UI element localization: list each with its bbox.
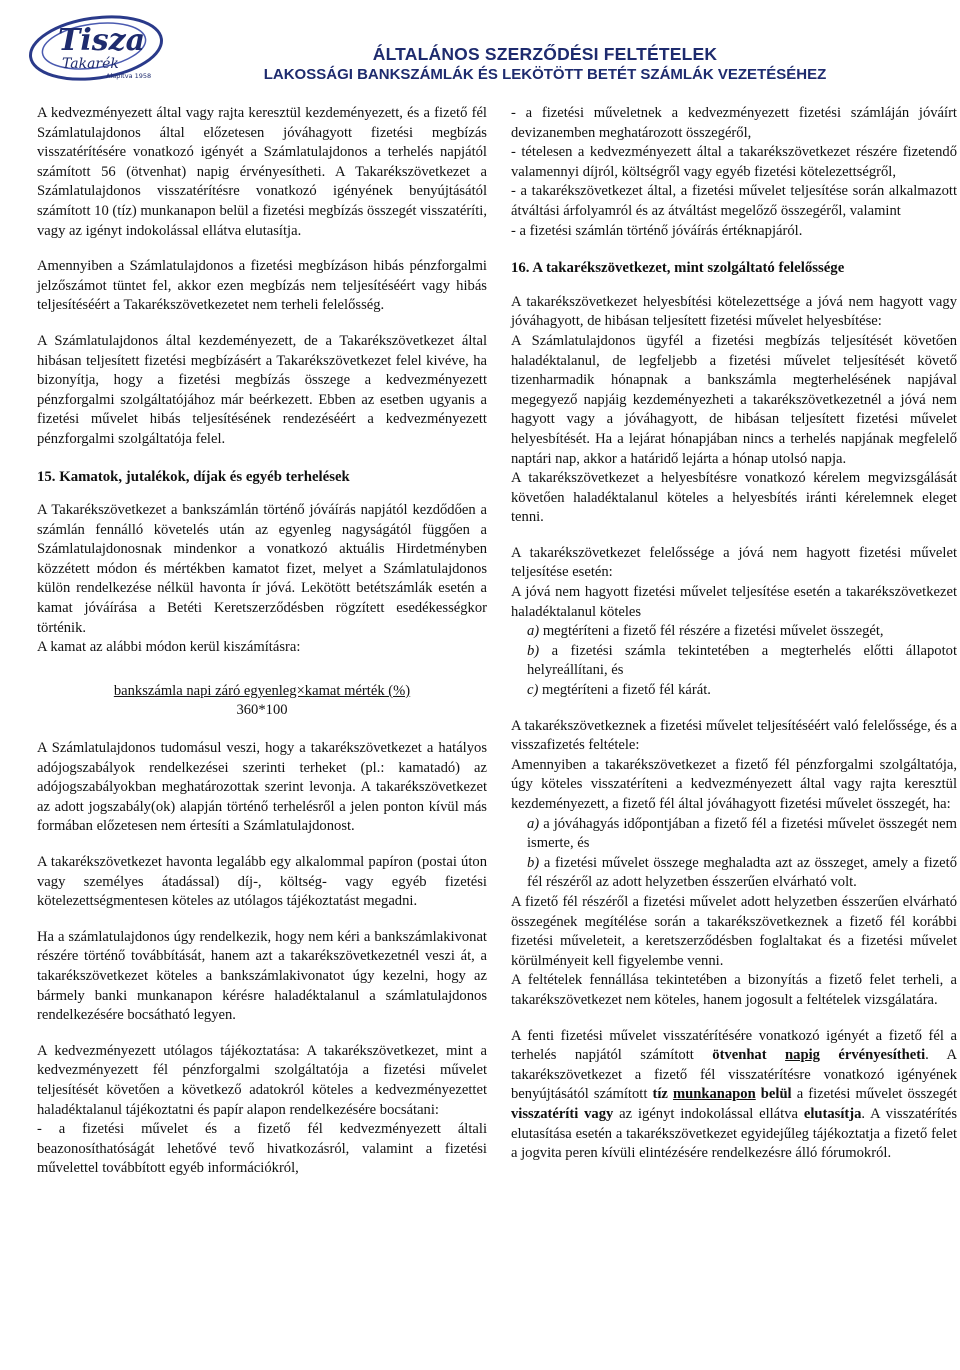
item-label: c)	[527, 682, 539, 699]
item-label: b)	[527, 642, 540, 659]
paragraph: A takarékszövetkezet havonta legalább egy alkalommal papíron (postai úton vagy személyes átadással) díj-, költség- vagy egyéb fizetési kötelezettségmentesen köteles az utólagos tájékoztatást megadni.	[37, 854, 487, 910]
list-item: - tételesen a kedvezményezett által a takarékszövetkezet részére fizetendő valamennyi díjról, költségről vagy egyéb fizetési kötelezettségről,	[511, 144, 957, 180]
paragraph: A Számlatulajdonos tudomásul veszi, hogy a takarékszövetkezet a hatályos adójogszabályok rendelkezései szerinti terheket (pl.: kamatadó) az adójogszabályokban meghatározottak szerint levonja. A takarékszövetkezet az adott jogszabály(ok) alapján történő terhelésről a jelen ponton kívül más formában előzetesen nem értesíti a Számlatulajdonost.	[37, 740, 487, 835]
logo-name: Tisza	[58, 23, 146, 58]
logo-year: Alapítva 1958	[106, 72, 152, 80]
right-column	[511, 104, 957, 1164]
paragraph: A Takarékszövetkezet a bankszámlán történő jóváírás napjától kezdődően a számlán fennálló követelés után az egyenleg nagyságától függően a Számlatulajdonosnak mindenkor a vonatkozó aktuális Hirdetményben közzétett módon és mértékben kamatot fizet, melyet a Számlatulajdonos külön rendelkezése nélkül havonta ír jóvá. Lekötött betétszámlák esetén a kamat jóváírása a Betéti Keretszerződésben rögzített esedékességkor történik.	[37, 502, 487, 636]
paragraph: A Számlatulajdonos ügyfél a fizetési megbízás teljesítését követően haladéktalanul, de legfeljebb a fizetési művelet teljesítését követő tizenharmadik hónapnak a bankszámla megterhelésének napjával megegyező napjáig kezdeményezheti a takarékszövetkezetnél a jóvá nem hagyott vagy a jóváhagyott, de hibásan teljesített fizetési művelet helyesbítését. Ha a lejárat hónapjában nincs a terhelés napjának megfelelő naptári nap, akkor a határidő lejárta a hónap utolsó napja.	[511, 332, 957, 467]
list-item: c) megtéríteni a fizető fél kárát.	[527, 682, 711, 699]
item-label: a)	[527, 623, 540, 640]
section-heading-16: 16. A takarékszövetkezet, mint szolgáltató felelőssége	[511, 260, 845, 277]
paragraph: - a fizetési művelet és a fizető fél kedvezményezett általi beazonosíthatóságát lehetővé tevő hivatkozásról, valamint a fizetési művelettel továbbított egyéb információkról,	[37, 1121, 487, 1177]
paragraph: A takarékszövetkezet helyesbítési kötelezettsége a jóvá nem hagyott vagy jóváhagyott, de hibásan teljesített fizetési művelet helyesbítése:	[511, 293, 957, 330]
paragraph: Ha a számlatulajdonos úgy rendelkezik, hogy nem kéri a bankszámlakivonat részére történő továbbítását, hanem azt a takarékszövetkezetnél veszi át, a takarékszövetkezet köteles a bankszámlakivonatot úgy kezelni, hogy az bármely banki munkanapon kérésre haladéktalanul a számlatulajdonos rendelkezésére bocsátható legyen.	[37, 928, 487, 1024]
list-item: - a takarékszövetkezet által, a fizetési művelet teljesítése során alkalmazott átváltási árfolyamról és az átváltást megelőző összegéről, valamint	[511, 183, 957, 219]
paragraph: A feltételek fennállása tekintetében a bizonyítás a fizető felet terheli, a takarékszövetkezet nem köteles, hanem jogosult a feltételek vizsgálatára.	[511, 972, 957, 1008]
logo-sub: Takarék	[62, 56, 119, 72]
paragraph: A kamat az alábbi módon kerül kiszámításra:	[37, 639, 301, 656]
list-item: a) megtéríteni a fizető fél részére a fizetési művelet összegét,	[527, 623, 884, 640]
paragraph: A Számlatulajdonos által kezdeményezett, de a Takarékszövetkezet által hibásan teljesített fizetési megbízásért a Takarékszövetkezet felel kivéve, ha bizonyítja, hogy a fizetési megbízás összege a kedvezményezett pénzforgalmi szolgáltatójához már beérkezett. Ebben az esetben ugyanis a fizetési művelet hibás teljesítésének rendezéséért a kedvezményezett pénzforgalmi szolgáltatója felel.	[37, 332, 487, 447]
paragraph: A takarékszövetkezet a helyesbítésre vonatkozó kérelem megvizsgálását követően haladéktalanul köteles a helyesbítés iránti kérelemnek eleget tenni.	[511, 470, 957, 526]
paragraph: A takarékszövetkeznek a fizetési művelet teljesítéséért való felelőssége, és a visszafizetés feltétele:	[511, 717, 957, 754]
paragraph: A takarékszövetkezet felelőssége a jóvá nem hagyott fizetési művelet teljesítése esetén:	[511, 544, 957, 581]
paragraph: A fenti fizetési művelet visszatérítésére vonatkozó igényét a fizető fél a terhelés napjától számított ötvenhat napig érvényesítheti. A takarékszövetkezet a fizető fél visszatérítésre vonatkozó igényének benyújtásától számított tíz munkanapon belül a fizetési művelet összegét visszatéríti vagy az igényt indokolással ellátva elutasítja. A visszatérítés elutasítása esetén a takarékszövetkezet egyidejűleg tájékoztatja a fizető felet a jogvita peren kívüli elintézésére rendelkezésre álló fórumokról.	[511, 1027, 958, 1162]
list-item: - a fizetési számlán történő jóváírás értéknapjáról.	[511, 222, 803, 239]
paragraph: A kedvezményezett utólagos tájékoztatása: A takarékszövetkezet, mint a kedvezményezett fél pénzforgalmi szolgáltatója a fizetési művelet teljesítését követően a következő adatokról köteles a kedvezményezettet haladéktalanul tájékoztatni és papír alapon rendelkezésére bocsátani:	[37, 1042, 487, 1118]
paragraph: Amennyiben a Számlatulajdonos a fizetési megbízáson hibás pénzforgalmi jelzőszámot tüntet fel, akkor ezen megbízás nem teljesítéséért vagy hibás teljesítéséért a Takarékszövetkezetet nem terheli felelősség.	[37, 258, 487, 314]
item-label: b)	[527, 854, 540, 871]
document-header	[150, 44, 940, 85]
formula-denominator: 360*100	[236, 702, 288, 719]
formula-numerator: bankszámla napi záró egyenleg×kamat mérték (%)	[113, 682, 411, 699]
paragraph: A fizető fél részéről a fizetési művelet adott helyzetben ésszerűen elvárható összegének megítélése során a takarékszövetkeznek a fizető fél korábbi fizetési műveleteit, a keretszerződésben foglaltakat és a fizetési művelet körülményeit kell figyelembe venni.	[511, 893, 957, 969]
item-label: a)	[527, 815, 540, 832]
section-heading-15: 15. Kamatok, jutalékok, díjak és egyéb terhelések	[37, 468, 350, 485]
list-item: b) a fizetési számla tekintetében a megterhelés előtti állapotot helyreállítani, és	[527, 642, 957, 679]
list-item: b) a fizetési művelet összege meghaladta azt az összeget, amely a fizető fél részéről az adott helyzetben ésszerűen elvárható volt.	[527, 854, 957, 891]
paragraph: Amennyiben a takarékszövetkezet a fizető fél pénzforgalmi szolgáltatója, úgy köteles visszatéríteni a kedvezményezett által vagy rajta keresztül kezdeményezett, a fizető fél által jóváhagyott fizetési művelet összegét, ha:	[511, 756, 957, 812]
paragraph: A jóvá nem hagyott fizetési művelet teljesítése esetén a takarékszövetkezet haladéktalanul köteles	[511, 584, 957, 620]
list-item: - a fizetési műveletnek a kedvezményezett fizetési számláján jóváírt devizanemben meghatározott összegéről,	[511, 105, 957, 141]
list-item: a) a jóváhagyás időpontjában a fizető fél a fizetési művelet összegét nem ismerte, és	[527, 815, 957, 852]
paragraph: A kedvezményezett által vagy rajta keresztül kezdeményezett, és a fizető fél Számlatulajdonos által előzetesen jóváhagyott fizetési megbízás visszatérítésére vonatkozó igényét a Számlatulajdonos a terhelés napjától számított 56 (ötvenhat) napig érvényesítheti. A Takarékszövetkezet a Számlatulajdonos visszatérítésre vonatkozó igényének benyújtásától számított 10 (tíz) munkanapon belül a fizetési megbízás összegét visszatéríti, vagy az igényt indokolással ellátva elutasítja.	[37, 105, 487, 239]
document-subtitle: LAKOSSÁGI BANKSZÁMLÁK ÉS LEKÖTÖTT BETÉT SZÁMLÁK VEZETÉSÉHEZ	[263, 66, 827, 83]
document-title: ÁLTALÁNOS SZERZŐDÉSI FELTÉTELEK	[372, 44, 718, 64]
left-column	[37, 104, 487, 1179]
interest-formula	[37, 682, 487, 721]
